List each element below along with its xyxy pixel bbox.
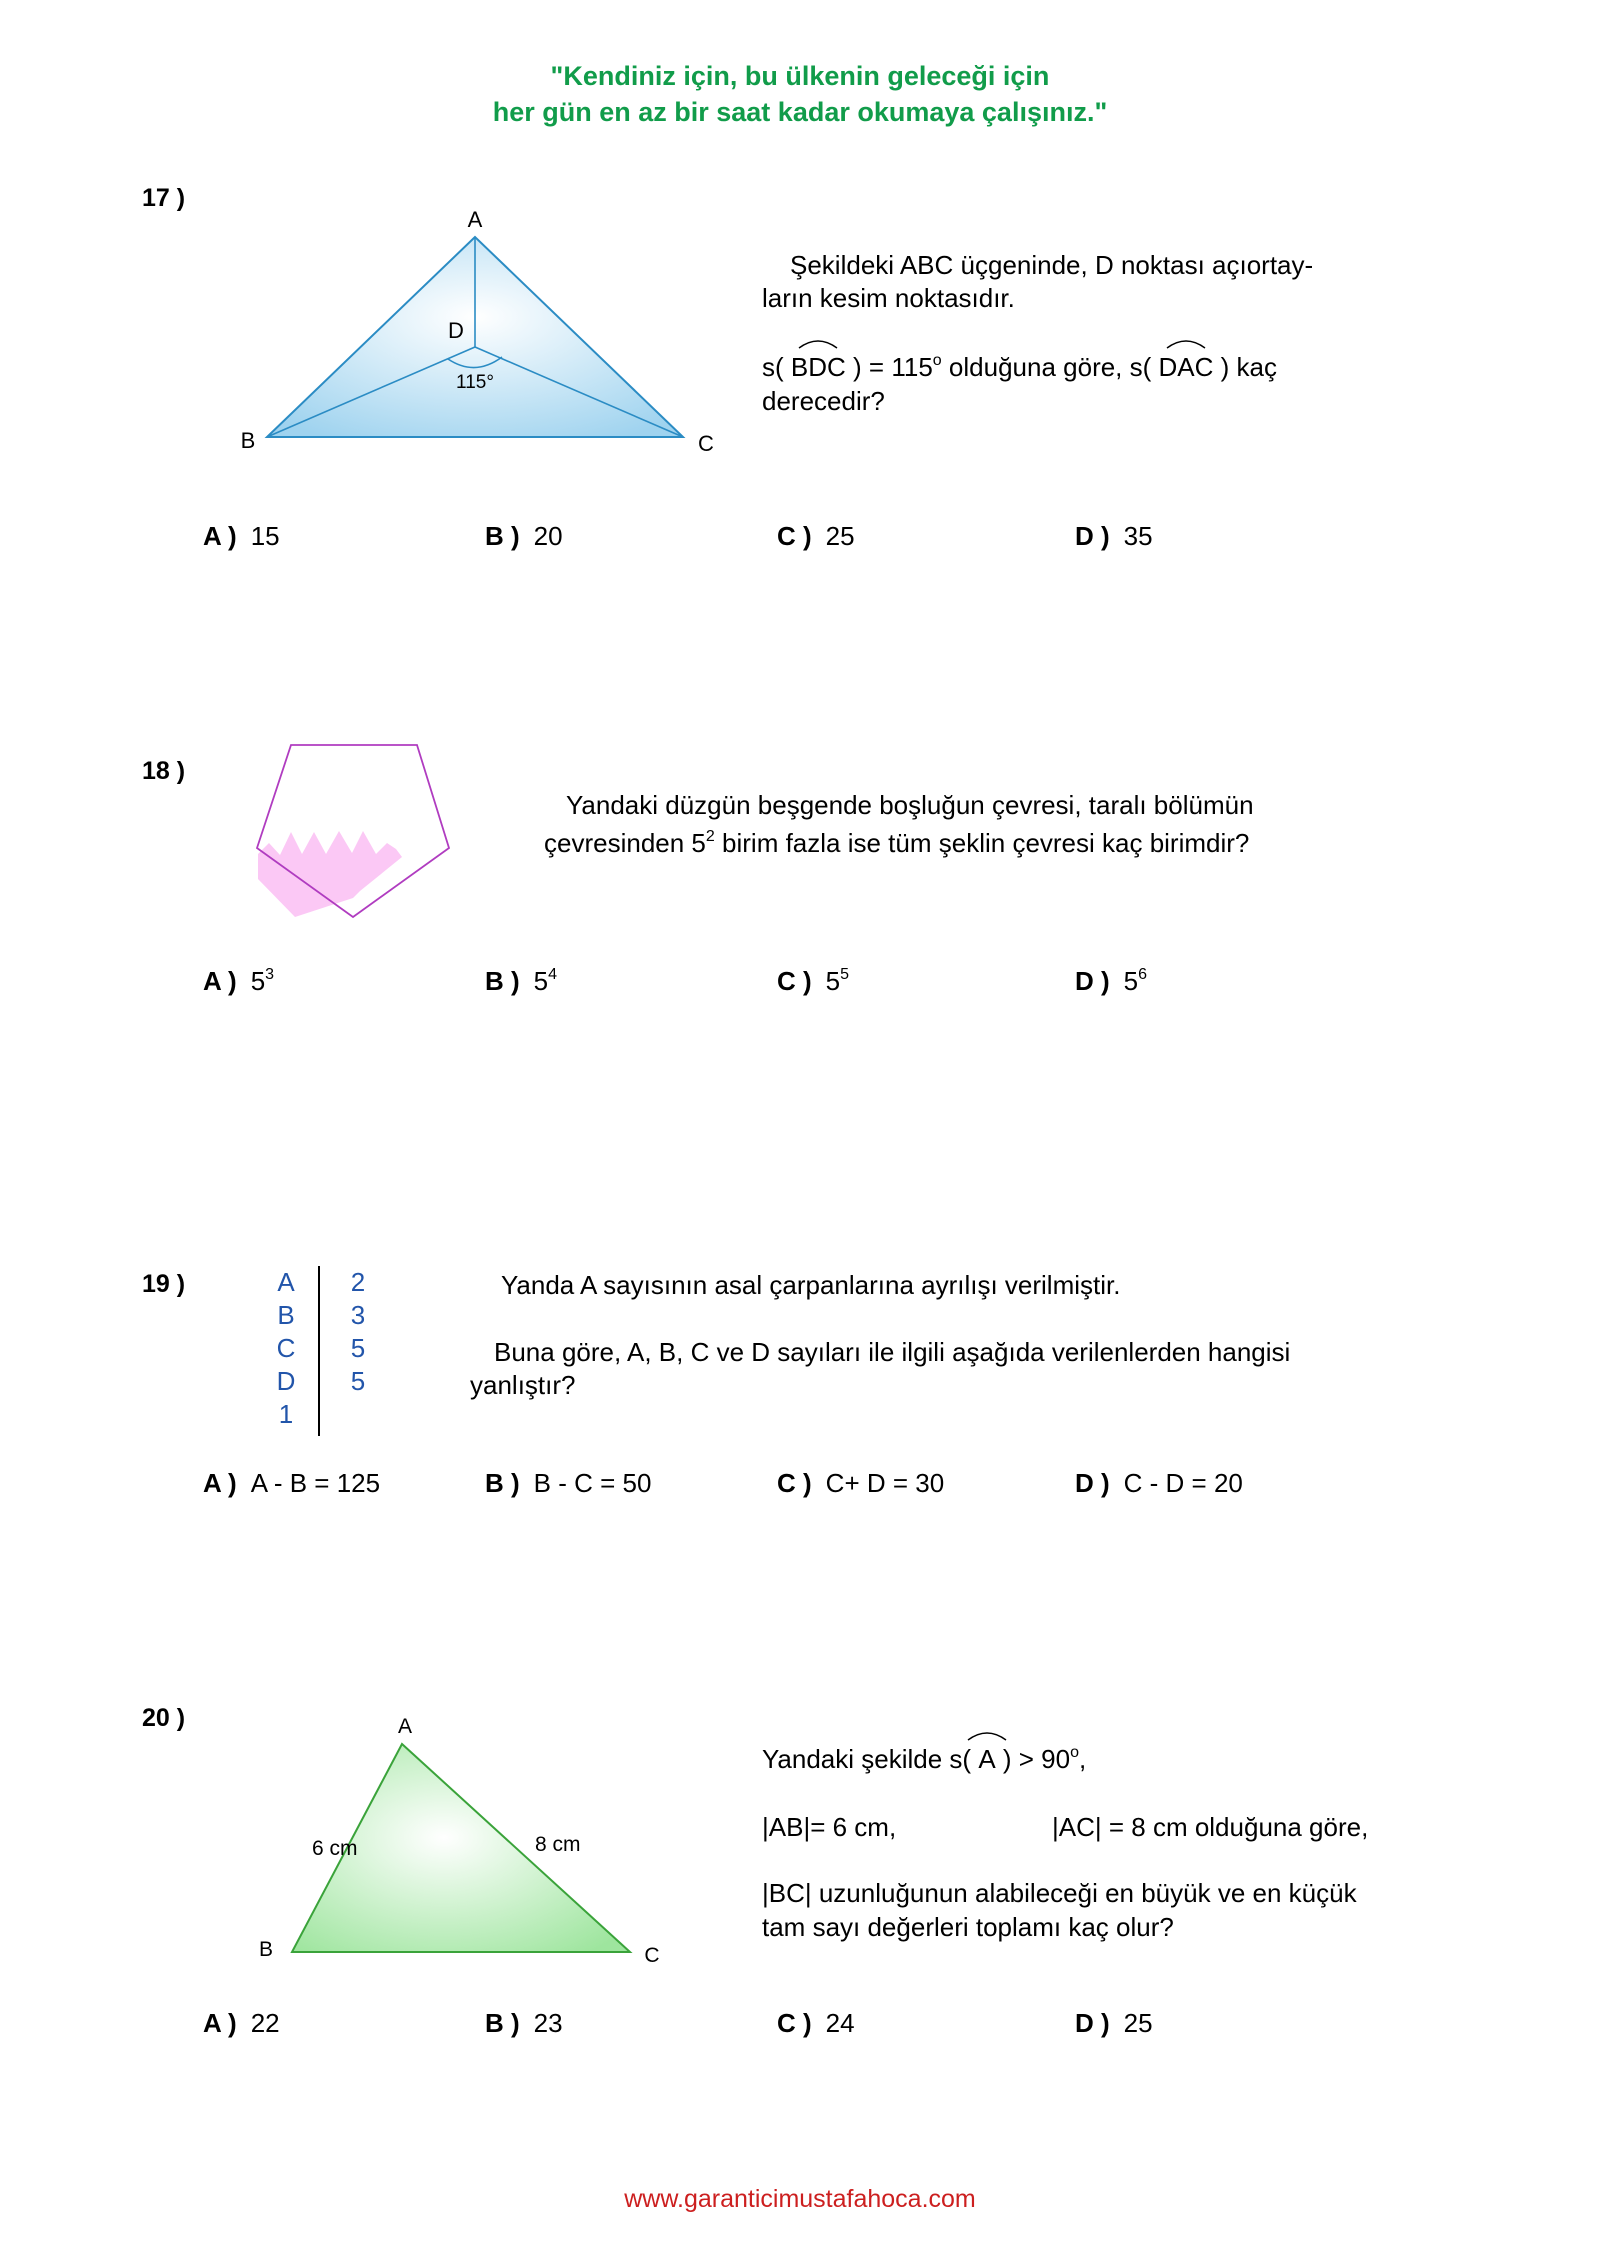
factor-right-column: 2 3 5 5 — [350, 1267, 366, 1396]
label-c-17: C — [698, 431, 714, 456]
arc-hat-icon — [795, 336, 841, 350]
label-c-20: C — [644, 1944, 660, 1967]
degree-sup-17: o — [932, 352, 942, 369]
q17-end-text: ) kaç — [1220, 352, 1278, 382]
q18-text-line-2: çevresinden $5^2$ birim fazla ise tüm şeklin çevresi kaç birimdir? — [544, 828, 1250, 858]
q17-text-line-4: derecedir? — [762, 386, 885, 416]
q18-option-a[interactable]: A ) $5^3$ — [203, 966, 275, 996]
question-number-18: 18 ) — [142, 757, 186, 785]
motto-line-2: her gün en az bir saat kadar okumaya çalışınız." — [492, 97, 1108, 127]
factor-divider-line — [318, 1266, 320, 1436]
question-number-19: 19 ) — [142, 1270, 186, 1298]
q19-option-c[interactable]: C ) C+ D = 30 — [777, 1468, 945, 1498]
label-a-17: A — [467, 207, 483, 232]
side-label-ac: 8 cm — [535, 1833, 581, 1856]
q17-mid-text: olduğuna göre, s( — [941, 352, 1152, 382]
q20-option-b[interactable]: B ) 23 — [485, 2008, 563, 2038]
q20-text-ac: |AC| = 8 cm olduğuna göre, — [1052, 1812, 1369, 1842]
q19-option-b[interactable]: B ) B - C = 50 — [485, 1468, 652, 1498]
q17-option-a[interactable]: A ) 15 — [203, 521, 280, 551]
arc-a — [978, 1742, 995, 1776]
q18-option-d[interactable]: D ) $5^6$ — [1075, 966, 1148, 996]
q17-option-b[interactable]: B ) 20 — [485, 521, 563, 551]
exponent-sup: 2 — [705, 828, 715, 845]
label-b-20: B — [258, 1938, 274, 1961]
q17-option-c[interactable]: C ) 25 — [777, 521, 855, 551]
q19-option-d[interactable]: D ) C - D = 20 — [1075, 1468, 1243, 1498]
arc-dac — [1159, 350, 1214, 384]
q17-text-line-2: ların kesim noktasıdır. — [762, 283, 1015, 313]
footer-website-link[interactable]: www.garanticimustafahoca.com — [624, 2185, 976, 2213]
angle-name-dac: DAC — [1158, 352, 1214, 382]
q17-s-open: s( — [762, 352, 784, 382]
question-number-20: 20 ) — [142, 1704, 186, 1732]
q17-option-d[interactable]: D ) 35 — [1075, 521, 1153, 551]
arc-hat-icon — [964, 1728, 1010, 1742]
figure-triangle-abc-20 — [250, 1710, 680, 1970]
q19-text-line-1: Yanda A sayısının asal çarpanlarına ayrılışı verilmiştir. — [501, 1270, 1121, 1300]
factor-left-column: A B C D 1 — [276, 1267, 296, 1429]
motto-line-1: "Kendiniz için, bu ülkenin geleceği için — [550, 61, 1050, 91]
label-d-17: D — [448, 318, 464, 343]
q20-text-line-3: |BC| uzunluğunun alabileceği en büyük ve en küçük — [762, 1878, 1357, 1908]
angle-label-115: 115° — [456, 372, 494, 393]
q20-option-d[interactable]: D ) 25 — [1075, 2008, 1153, 2038]
q20-option-a[interactable]: A ) 22 — [203, 2008, 280, 2038]
q19-text-line-3: yanlıştır? — [470, 1370, 576, 1400]
q20-text-ab: |AB|= 6 cm, — [762, 1812, 897, 1842]
degree-sup-20: o — [1070, 1744, 1080, 1761]
q19-option-a[interactable]: A ) A - B = 125 — [203, 1468, 381, 1498]
q19-text-line-2: Buna göre, A, B, C ve D sayıları ile ilgili aşağıda verilenlerden hangisi — [494, 1337, 1291, 1367]
angle-name-bdc: BDC — [790, 352, 846, 382]
angle-name-a: A — [978, 1744, 996, 1774]
question-number-17: 17 ) — [142, 184, 186, 212]
q20-text-line-1: Yandaki şekilde s( A ) > $90^o$, — [762, 1742, 1086, 1776]
q18-option-c[interactable]: C ) $5^5$ — [777, 966, 850, 996]
arc-bdc — [791, 350, 846, 384]
q18-option-b[interactable]: B ) $5^4$ — [485, 966, 558, 996]
side-label-ab: 6 cm — [312, 1837, 358, 1860]
q17-value-115: ) = 115 — [853, 352, 933, 382]
q20-option-c[interactable]: C ) 24 — [777, 2008, 855, 2038]
figure-triangle-abc-17 — [230, 205, 750, 465]
label-a-20: A — [397, 1715, 413, 1738]
q17-text-line-1: Şekildeki ABC üçgeninde, D noktası açıortay- — [790, 250, 1314, 280]
q18-text-line-1: Yandaki düzgün beşgende boşluğun çevresi, taralı bölümün — [566, 790, 1254, 820]
arc-hat-icon — [1163, 336, 1209, 350]
q20-text-line-4: tam sayı değerleri toplamı kaç olur? — [762, 1912, 1174, 1942]
q17-text-line-3 — [762, 350, 1277, 384]
motto-header — [0, 58, 1600, 130]
figure-pentagon-18 — [245, 735, 465, 925]
label-b-17: B — [240, 428, 256, 453]
